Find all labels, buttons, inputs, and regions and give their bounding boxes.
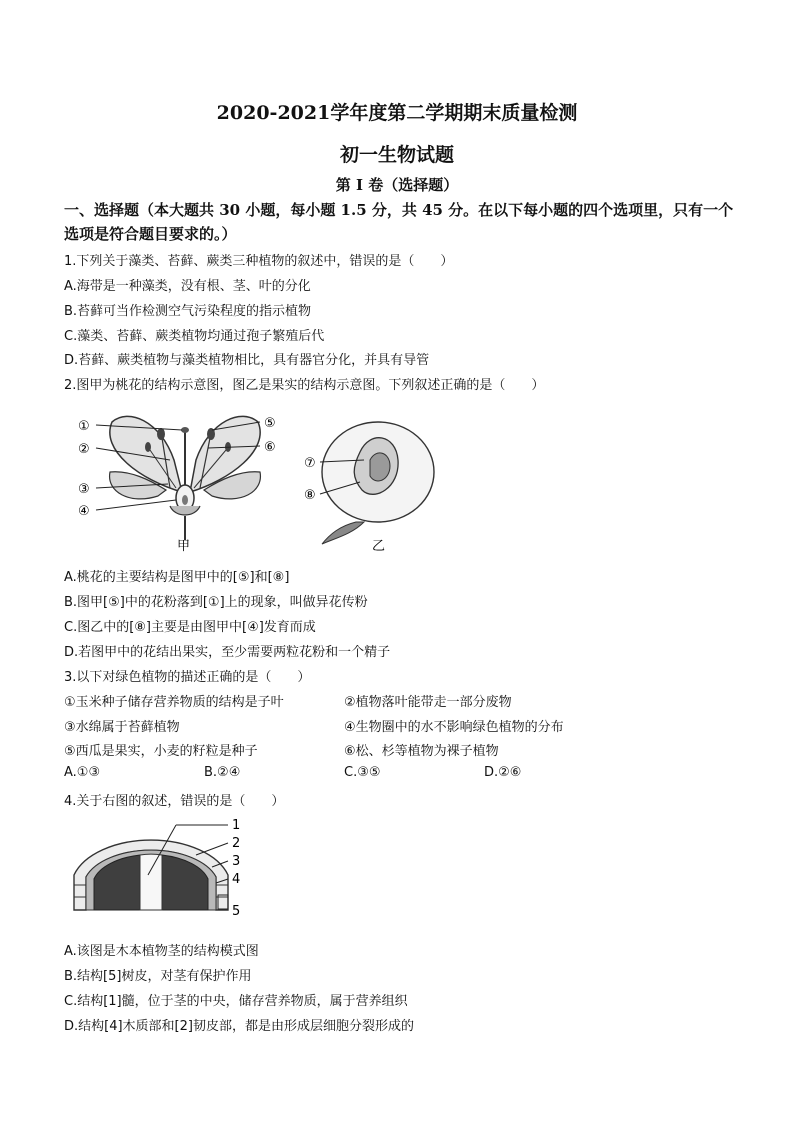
question-4-option-a: A.该图是木本植物茎的结构模式图 — [64, 944, 259, 959]
question-3-choice-d: D.②⑥ — [484, 765, 522, 780]
fruit-label-8: ⑧ — [304, 488, 316, 503]
stem-label-3: 3 — [232, 854, 241, 869]
stem-label-4: 4 — [232, 872, 241, 887]
peach-flower-diagram — [70, 400, 300, 555]
question-2-stem: 2.图甲为桃花的结构示意图，图乙是果实的结构示意图。下列叙述正确的是（ ） — [64, 378, 545, 393]
part-title: 第 I 卷（选择题） — [335, 176, 459, 194]
peach-fruit-diagram — [300, 410, 440, 555]
question-2-option-d: D.若图甲中的花结出果实，至少需要两粒花粉和一个精子 — [64, 645, 391, 660]
section-instruction: 一、选择题（本大题共 30 小题，每小题 1.5 分，共 45 分。在以下每小题的四个选项里，只有一个选项是符合题目要求的。） — [64, 201, 734, 243]
exam-subtitle: 初一生物试题 — [339, 144, 454, 166]
question-3-item-3: ③水绵属于苔藓植物 — [64, 720, 180, 735]
question-4-option-c: C.结构[1]髓，位于茎的中央，储存营养物质，属于营养组织 — [64, 994, 408, 1009]
stem-label-2: 2 — [232, 836, 241, 851]
question-2-option-b: B.图甲[⑤]中的花粉落到[①]上的现象，叫做异花传粉 — [64, 595, 368, 610]
question-2-option-c: C.图乙中的[⑧]主要是由图甲中[④]发育而成 — [64, 620, 316, 635]
question-3-item-4: ④生物圈中的水不影响绿色植物的分布 — [344, 720, 564, 735]
stem-label-5: 5 — [232, 904, 241, 919]
question-1-option-a: A.海带是一种藻类，没有根、茎、叶的分化 — [64, 279, 311, 294]
question-2-option-a: A.桃花的主要结构是图甲中的[⑤]和[⑧] — [64, 570, 290, 585]
flower-label-4: ④ — [78, 504, 90, 519]
flower-label-3: ③ — [78, 482, 90, 497]
flower-label-2: ② — [78, 442, 90, 457]
question-3-choice-b: B.②④ — [204, 765, 241, 780]
question-3-item-5: ⑤西瓜是果实，小麦的籽粒是种子 — [64, 744, 258, 759]
question-1-option-c: C.藻类、苔藓、蕨类植物均通过孢子繁殖后代 — [64, 329, 325, 344]
question-1-stem: 1.下列关于藻类、苔藓、蕨类三种植物的叙述中，错误的是（ ） — [64, 254, 454, 269]
exam-title: 2020-2021学年度第二学期期末质量检测 — [216, 102, 578, 124]
fruit-label-7: ⑦ — [304, 456, 316, 471]
question-1-option-b: B.苔藓可当作检测空气污染程度的指示植物 — [64, 304, 312, 319]
flower-label-6: ⑥ — [264, 440, 276, 455]
question-4-option-b: B.结构[5]树皮，对茎有保护作用 — [64, 969, 252, 984]
stem-structure-diagram — [66, 815, 256, 930]
flower-label-1: ① — [78, 419, 90, 434]
flower-caption: 甲 — [177, 539, 191, 554]
question-3-choice-c: C.③⑤ — [344, 765, 381, 780]
question-3-choice-a: A.①③ — [64, 765, 101, 780]
question-4-stem: 4.关于右图的叙述，错误的是（ ） — [64, 794, 285, 809]
fruit-caption: 乙 — [372, 539, 386, 554]
question-3-item-6: ⑥松、杉等植物为裸子植物 — [344, 744, 499, 759]
question-3-item-2: ②植物落叶能带走一部分废物 — [344, 695, 512, 710]
question-3-item-1: ①玉米种子储存营养物质的结构是子叶 — [64, 695, 284, 710]
question-4-option-d: D.结构[4]木质部和[2]韧皮部，都是由形成层细胞分裂形成的 — [64, 1019, 414, 1034]
question-1-option-d: D.苔藓、蕨类植物与藻类植物相比，具有器官分化，并具有导管 — [64, 353, 430, 368]
stem-label-1: 1 — [232, 818, 241, 833]
flower-label-5: ⑤ — [264, 416, 276, 431]
question-3-stem: 3.以下对绿色植物的描述正确的是（ ） — [64, 670, 311, 685]
